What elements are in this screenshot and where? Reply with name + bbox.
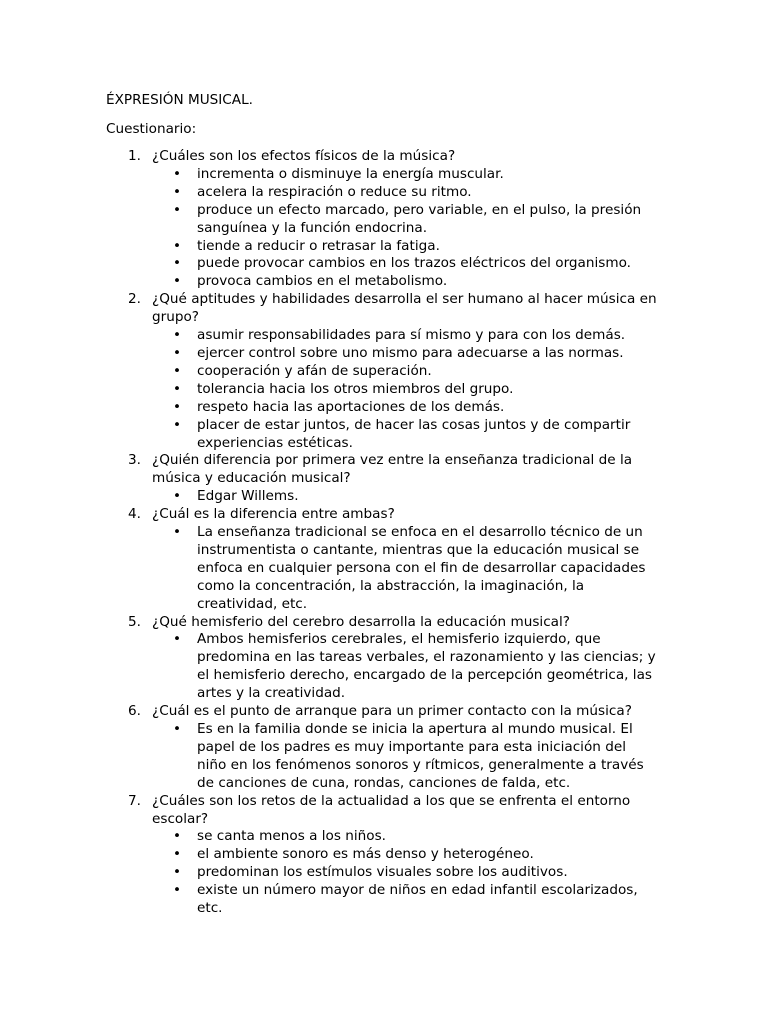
answer-list	[152, 327, 657, 452]
answer-item: • se canta menos a los niños.	[152, 828, 657, 846]
question-number: 3.	[128, 452, 141, 469]
answer-item: • existe un número mayor de niños en edad infantil escolarizados, etc.	[152, 882, 657, 918]
question-list	[0, 148, 768, 918]
question-item	[0, 291, 657, 452]
question-text: ¿Cuáles son los retos de la actualidad a los que se enfrenta el entorno escolar?	[152, 792, 631, 827]
answer-item: • acelera la respiración o reduce su ritmo.	[152, 184, 657, 202]
question-item	[0, 452, 657, 506]
answer-item: • tolerancia hacia los otros miembros del grupo.	[152, 381, 657, 399]
question-number: 1.	[128, 148, 141, 164]
answer-item: • provoca cambios en el metabolismo.	[152, 273, 657, 291]
answer-list	[152, 524, 657, 614]
answer-list	[152, 721, 657, 793]
answer-item: • Es en la familia donde se inicia la apertura al mundo musical. El papel de los padres es muy importante para esta iniciación del niño en los fenómenos sonoros y rítmicos, generalmente a través de canciones de cuna, rondas, canciones de falda, etc.	[152, 721, 657, 793]
question-text: ¿Cuál es la diferencia entre ambas?	[152, 506, 395, 523]
answer-list	[152, 488, 657, 506]
question-number: 5.	[128, 613, 141, 630]
answer-item: • puede provocar cambios en los trazos eléctricos del organismo.	[152, 255, 657, 273]
document-title: ÉXPRESIÓN MUSICAL.	[106, 92, 253, 108]
question-number: 6.	[128, 703, 141, 720]
question-text: ¿Cuál es el punto de arranque para un primer contacto con la música?	[152, 703, 632, 720]
question-number: 2.	[128, 291, 141, 308]
answer-item: • asumir responsabilidades para sí mismo y para con los demás.	[152, 327, 657, 345]
question-item	[0, 703, 657, 793]
answer-item: • predominan los estímulos visuales sobre los auditivos.	[152, 864, 657, 882]
answer-item: • tiende a reducir o retrasar la fatiga.	[152, 238, 657, 256]
answer-item: • respeto hacia las aportaciones de los demás.	[152, 399, 657, 417]
answer-list	[152, 828, 657, 918]
question-item	[0, 793, 657, 918]
question-item	[0, 614, 657, 704]
question-item	[0, 148, 657, 291]
question-item	[0, 506, 657, 613]
answer-item: • placer de estar juntos, de hacer las cosas juntos y de compartir experiencias estéticas.	[152, 417, 657, 453]
answer-item: • La enseñanza tradicional se enfoca en el desarrollo técnico de un instrumentista o cantante, mientras que la educación musical se enfoca en cualquier persona con el fin de desarrollar capacidades como la concentración, la abstracción, la imaginación, la creatividad, etc.	[152, 524, 657, 614]
question-text: ¿Cuáles son los efectos físicos de la música?	[152, 148, 456, 164]
answer-item: • cooperación y afán de superación.	[152, 363, 657, 381]
answer-item: • el ambiente sonoro es más denso y heterogéneo.	[152, 846, 657, 864]
answer-item: • Edgar Willems.	[152, 488, 657, 506]
answer-item: • incrementa o disminuye la energía muscular.	[152, 166, 657, 184]
answer-item: • Ambos hemisferios cerebrales, el hemisferio izquierdo, que predomina en las tareas verbales, el razonamiento y las ciencias; y el hemisferio derecho, encargado de la percepción geométrica, las artes y la creatividad.	[152, 631, 657, 703]
question-text: ¿Qué aptitudes y habilidades desarrolla el ser humano al hacer música en grupo?	[152, 291, 657, 326]
question-text: ¿Quién diferencia por primera vez entre la enseñanza tradicional de la música y educación musical?	[152, 452, 633, 487]
answer-item: • ejercer control sobre uno mismo para adecuarse a las normas.	[152, 345, 657, 363]
question-number: 7.	[128, 792, 141, 809]
document-subtitle: Cuestionario:	[106, 121, 197, 137]
question-text: ¿Qué hemisferio del cerebro desarrolla la educación musical?	[152, 613, 571, 630]
answer-list	[152, 166, 657, 291]
question-number: 4.	[128, 506, 141, 523]
answer-list	[152, 631, 657, 703]
answer-item: • produce un efecto marcado, pero variable, en el pulso, la presión sanguínea y la función endocrina.	[152, 202, 657, 238]
